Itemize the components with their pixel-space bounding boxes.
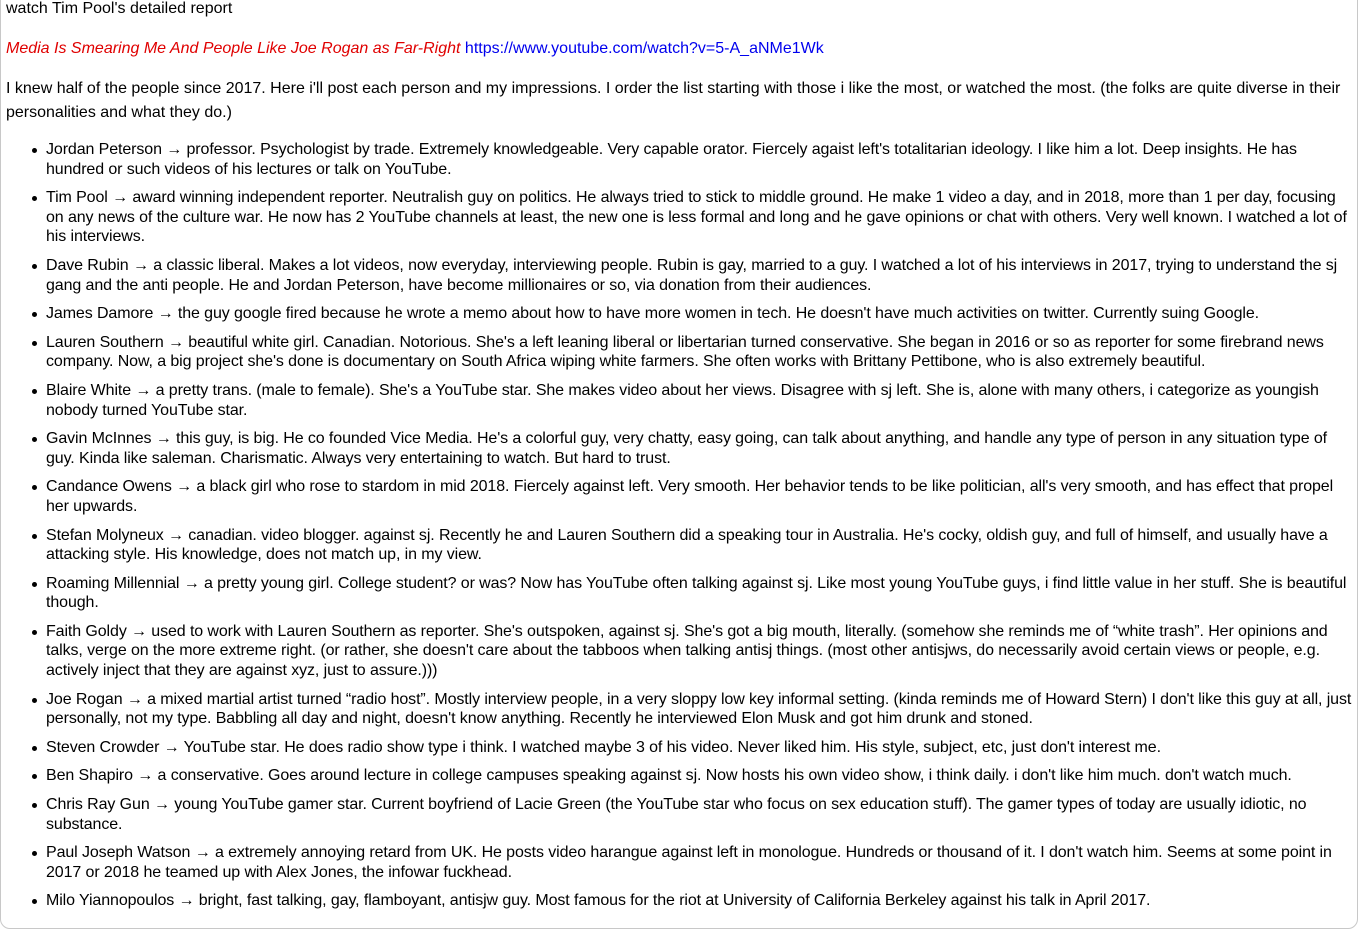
list-item-dave-rubin: Dave Rubin → a classic liberal. Makes a lot videos, now everyday, interviewing people. Rubin is gay, married to a guy. I watched a lot of his interviews in 2017, trying to understand the sj gang and the anti people. He and Jordan Peterson, have become millionaires or so, via donation from their audiences. — [46, 256, 1356, 295]
video-title: Media Is Smearing Me And People Like Joe Rogan as Far-Right — [6, 40, 461, 57]
list-item-blaire-white: Blaire White → a pretty trans. (male to female). She's a YouTube star. She makes video about her views. Disagree with sj left. She is, alone with many others, i categorize as youngish nobody turned YouTube star. — [46, 381, 1356, 420]
list-item-stefan-molyneux: Stefan Molyneux → canadian. video blogger. against sj. Recently he and Lauren Southern did a speaking tour in Australia. He's cocky, oldish guy, and full of himself, and usually have a attacking style. His knowledge, does not match up, in my view. — [46, 526, 1356, 565]
video-reference — [6, 39, 824, 59]
list-item-steven-crowder: Steven Crowder → YouTube star. He does radio show type i think. I watched maybe 3 of his video. Never liked him. His style, subject, etc, just don't interest me. — [46, 738, 1356, 758]
list-item-james-damore: James Damore → the guy google fired because he wrote a memo about how to have more women in tech. He doesn't have much activities on twitter. Currently suing Google. — [46, 304, 1356, 324]
list-item-milo-yiannopoulos: Milo Yiannopoulos → bright, fast talking, gay, flamboyant, antisjw guy. Most famous for the riot at University of California Berkeley against his talk in April 2017. — [46, 891, 1356, 911]
list-item-ben-shapiro: Ben Shapiro → a conservative. Goes around lecture in college campuses speaking against sj. Now hosts his own video show, i think daily. i don't like him much. don't watch much. — [46, 766, 1356, 786]
list-item-jordan-peterson: Jordan Peterson → professor. Psychologist by trade. Extremely knowledgeable. Very capable orator. Fiercely agaist left's totalitarian ideology. I like him a lot. Deep insights. He has hundred or such videos of his lectures or talk on YouTube. — [46, 140, 1356, 179]
list-item-chris-ray-gun: Chris Ray Gun → young YouTube gamer star. Current boyfriend of Lacie Green (the YouTube star who focus on sex education stuff). The gamer types of today are usually idiotic, no substance. — [46, 795, 1356, 834]
people-list — [6, 140, 1356, 920]
list-item-paul-joseph-watson: Paul Joseph Watson → a extremely annoying retard from UK. He posts video harangue against left in monologue. Hundreds or thousand of it. I don't watch him. Seems at some point in 2017 or 2018 he teamed up with Alex Jones, the infowar fuckhead. — [46, 843, 1356, 882]
description-text: I knew half of the people since 2017. Here i'll post each person and my impressions. I order the list starting with those i like the most, or watched the most. (the folks are quite diverse in their personalities and what they do.) — [6, 80, 1341, 121]
list-item-roaming-millennial: Roaming Millennial → a pretty young girl. College student? or was? Now has YouTube often talking against sj. Like most young YouTube guys, i find little value in her stuff. She is beautiful though. — [46, 574, 1356, 613]
list-item-candance-owens: Candance Owens → a black girl who rose to stardom in mid 2018. Fiercely against left. Very smooth. Her behavior tends to be like politician, all's very smooth, and has effect that propel her upwards. — [46, 477, 1356, 516]
list-item-joe-rogan: Joe Rogan → a mixed martial artist turned “radio host”. Mostly interview people, in a very sloppy low key informal setting. (kinda reminds me of Howard Stern) I don't like this guy at all, just personally, not my type. Babbling all day and night, doesn't know anything. Recently he interviewed Elon Musk and got him drunk and stoned. — [46, 690, 1356, 729]
intro-text: watch Tim Pool's detailed report — [6, 0, 233, 17]
list-item-lauren-southern: Lauren Southern → beautiful white girl. Canadian. Notorious. She's a left leaning liberal or libertarian turned conservative. She began in 2016 or so as reporter for some firebrand news company. Now, a big project she's done is documentary on South Africa wiping white farmers. She often works with Brittany Pettibone, who is also extremely beautiful. — [46, 333, 1356, 372]
list-item-tim-pool: Tim Pool → award winning independent reporter. Neutralish guy on politics. He always tried to stick to middle ground. He make 1 video a day, and in 2018, more than 1 per day, focusing on any news of the culture war. He now has 2 YouTube channels at least, the new one is less formal and long and he gave opinions or chat with others. Very well known. I watched a lot of his interviews. — [46, 188, 1356, 247]
video-link[interactable]: https://www.youtube.com/watch?v=5-A_aNMe1Wk — [464, 40, 824, 57]
list-item-gavin-mcinnes: Gavin McInnes → this guy, is big. He co founded Vice Media. He's a colorful guy, very chatty, easy going, can talk about anything, and handle any type of person in any situation type of guy. Kinda like saleman. Charismatic. Always very entertaining to watch. But hard to trust. — [46, 429, 1356, 468]
list-item-faith-goldy: Faith Goldy → used to work with Lauren Southern as reporter. She's outspoken, against sj. She's got a big mouth, literally. (somehow she reminds me of “white trash”. Her opinions and talks, verge on the more extreme right. (or rather, she doesn't care about the tabboos when talking antisj things. (most other antisjws, do necessarily avoid certain views or people, e.g. actively inject that they are against xyz, just to assure.))) — [46, 622, 1356, 681]
